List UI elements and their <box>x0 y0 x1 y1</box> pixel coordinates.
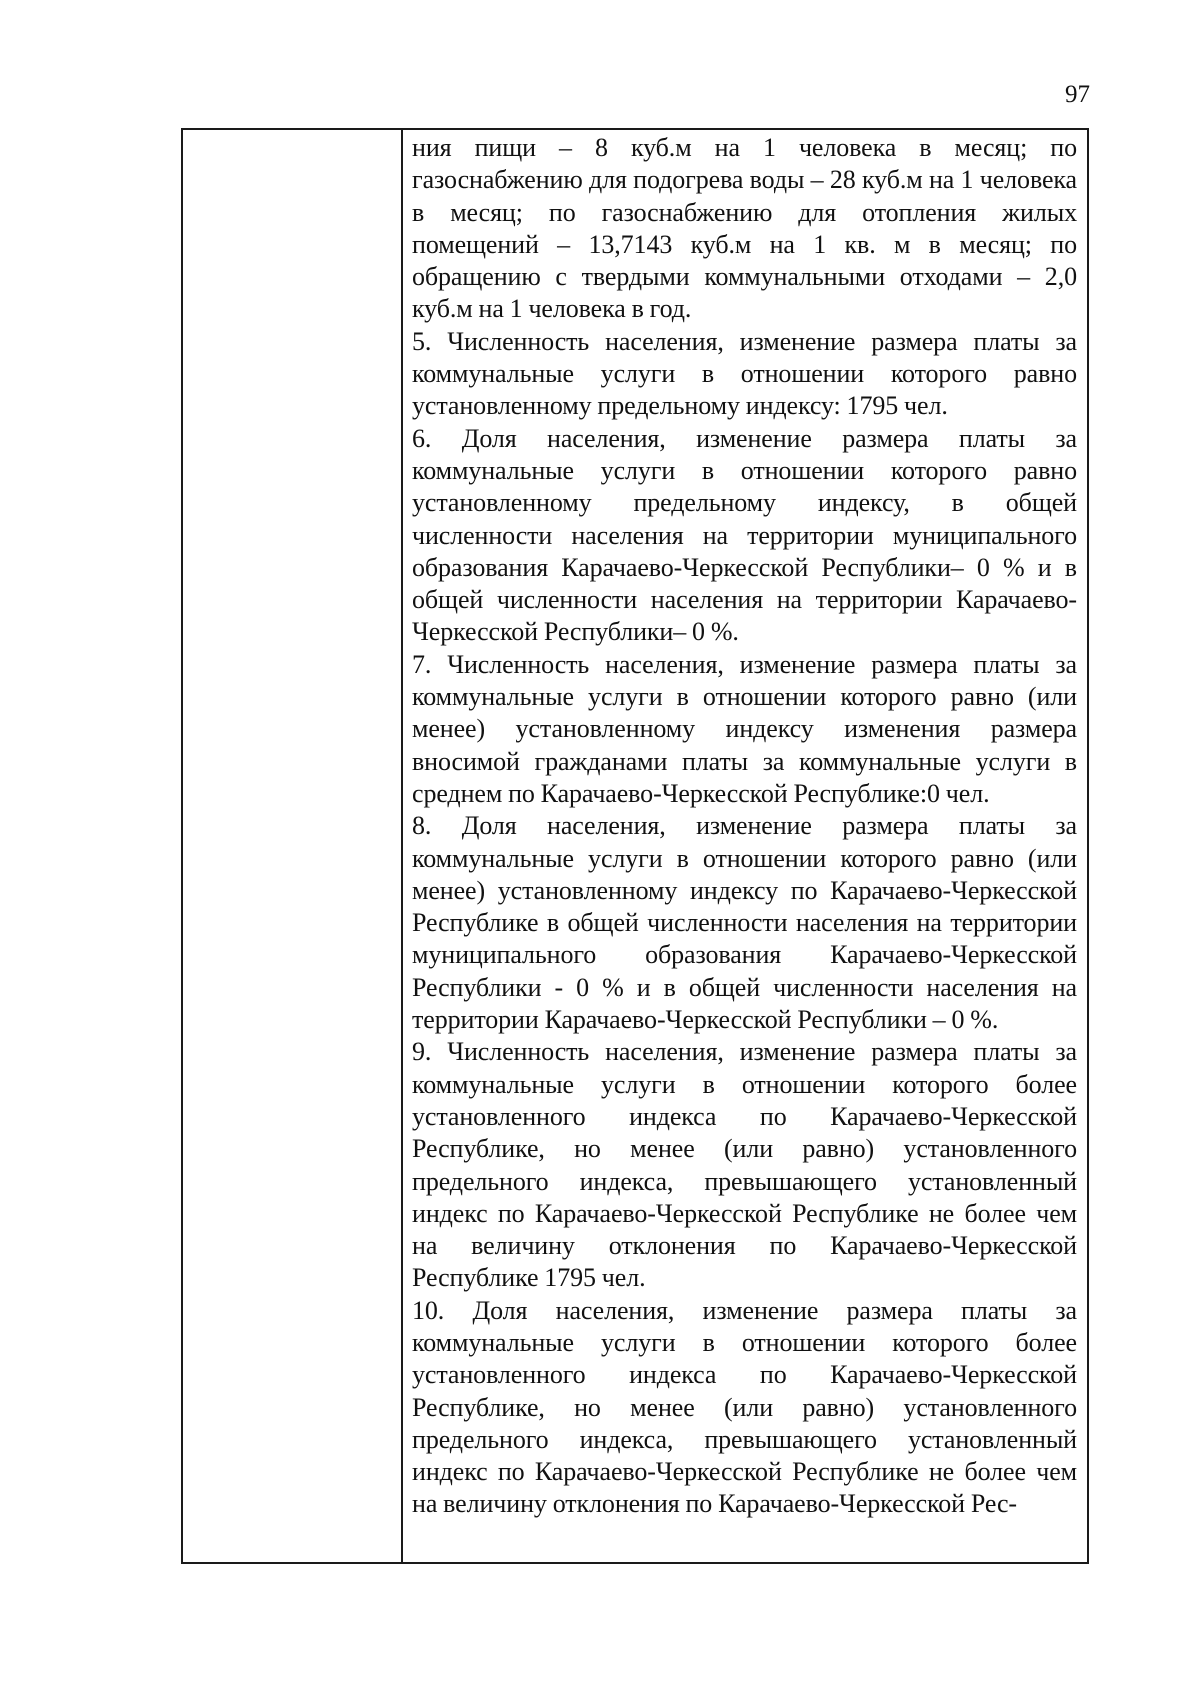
page-number: 97 <box>1065 81 1090 108</box>
paragraph-item-7: 7. Численность населения, изменение размера платы за коммунальные услуги в отношении которого равно (или менее) установленному индексу изменения размера вносимой гражданами платы за коммунальные услуги в среднем по Карачаево-Черкесской Республике:0 чел. <box>412 649 1077 808</box>
paragraph-item-8: 8. Доля населения, изменение размера платы за коммунальные услуги в отношении которого равно (или менее) установленному индексу по Карачаево-Черкесской Республике в общей численности населения на территории муниципального образования Карачаево-Черкесской Республики - 0 % и в общей численности населения на территории Карачаево-Черкесской Республики – 0 %. <box>412 811 1077 1035</box>
paragraph-item-10: 10. Доля населения, изменение размера платы за коммунальные услуги в отношении которого более установленного индекса по Карачаево-Черкесской Республике, но менее (или равно) установленного предельного индекса, превышающего установленный индекс по Карачаево-Черкесской Республике не более чем на величину отклонения по Карачаево-Черкесской Рес- <box>412 1295 1077 1519</box>
table-right-cell <box>403 130 1087 1562</box>
table-left-cell <box>183 130 403 1562</box>
document-table <box>181 128 1089 1564</box>
paragraph-item-9: 9. Численность населения, изменение размера платы за коммунальные услуги в отношении которого более установленного индекса по Карачаево-Черкесской Республике, но менее (или равно) установленного предельного индекса, превышающего установленный индекс по Карачаево-Черкесской Республике не более чем на величину отклонения по Карачаево-Черкесской Республике 1795 чел. <box>412 1037 1077 1293</box>
paragraph-item-5: 5. Численность населения, изменение размера платы за коммунальные услуги в отношении которого равно установленному предельному индексу: 1795 чел. <box>412 326 1077 421</box>
paragraph-item-6: 6. Доля населения, изменение размера платы за коммунальные услуги в отношении которого равно установленному предельному индексу, в общей численности населения на территории муниципального образования Карачаево-Черкесской Республики– 0 % и в общей численности населения на территории Карачаево-Черкесской Республики– 0 %. <box>412 423 1077 647</box>
paragraph-continuation: ния пищи – 8 куб.м на 1 человека в месяц; по газоснабжению для подогрева воды – 28 куб.м на 1 человека в месяц; по газоснабжению для отопления жилых помещений – 13,7143 куб.м на 1 кв. м в месяц; по обращению с твердыми коммунальными отходами – 2,0 куб.м на 1 человека в год. <box>412 133 1077 324</box>
